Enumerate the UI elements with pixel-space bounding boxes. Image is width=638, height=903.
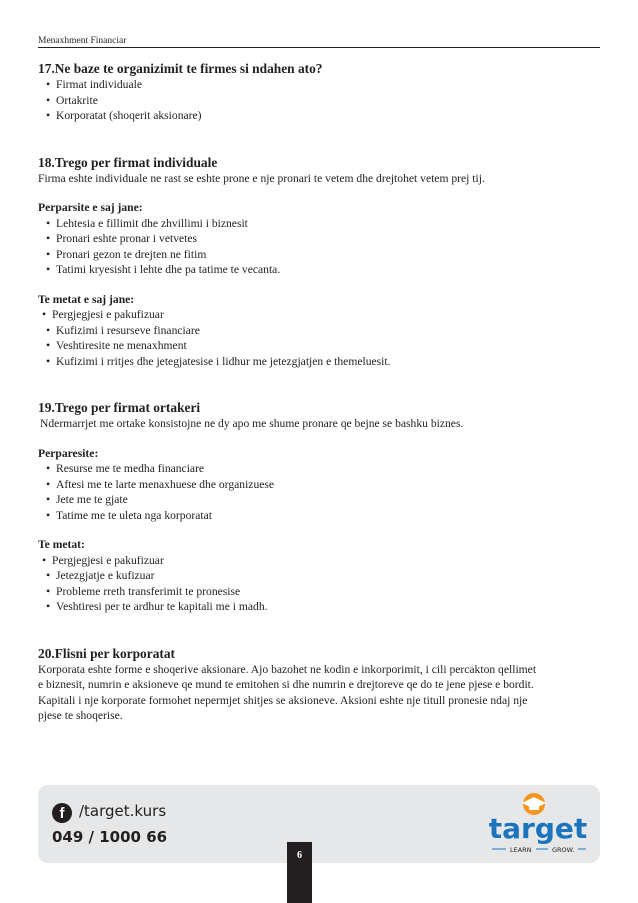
q19-disadvantages-list bbox=[38, 553, 600, 615]
list-item: • Veshtiresite ne menaxhment bbox=[46, 338, 187, 352]
list-item: • Ortakrite bbox=[46, 92, 98, 107]
list-item: • Jete me te gjate bbox=[46, 492, 128, 506]
list-item: • Tatimi kryesisht i lehte dhe pa tatime te vecanta. bbox=[46, 262, 281, 276]
list-item: • Firmat individuale bbox=[46, 77, 142, 91]
list-item: • Aftesi me te larte menaxhuese dhe organizuese bbox=[46, 476, 275, 491]
q18-disadvantages-title: Te metat e saj jane: bbox=[38, 292, 135, 306]
q20-title: 20.Flisni per korporatat bbox=[38, 645, 176, 661]
phone-number: 049 / 1000 66 bbox=[52, 828, 168, 846]
list-item: • Pergjegjesi e pakufizuar bbox=[42, 552, 164, 567]
logo-tagline-grow: GROW. bbox=[552, 846, 575, 854]
logo-tagline-learn: LEARN bbox=[510, 846, 532, 854]
list-item: • Tatime me te uleta nga korporatat bbox=[46, 507, 212, 522]
q20-line: e biznesit, numrin e aksioneve qe mund te emitohen si dhe numrin e drejtoreve qe do te jene pjese e bordit. bbox=[38, 678, 534, 691]
logo-word: target bbox=[488, 812, 588, 845]
list-item: • Kufizimi i resurseve financiare bbox=[46, 322, 200, 337]
list-item: • Probleme rreth transferimit te pronesise bbox=[46, 583, 241, 598]
q18-advantages-list bbox=[38, 216, 600, 278]
list-item: • Pergjegjesi e pakufizuar bbox=[42, 307, 164, 321]
q19-text: Ndermarrjet me ortake konsistojne ne dy apo me shume pronare qe bejne se bashku biznes. bbox=[40, 417, 464, 430]
q20-line: Kapitali i nje korporate formohet nepermjet shitjes se aksioneve. Aksioni eshte nje titull pronesie ndaj nje bbox=[38, 693, 528, 707]
list-item: • Kufizimi i rritjes dhe jetegjatesise i lidhur me jetezgjatjen e themeluesit. bbox=[46, 353, 391, 368]
page-content bbox=[38, 60, 600, 724]
page-number-tab bbox=[287, 842, 312, 903]
header-rule bbox=[38, 47, 600, 48]
list-item: • Jetezgjatje e kufizuar bbox=[46, 568, 155, 582]
footer-banner bbox=[38, 785, 600, 863]
q18-text: Firma eshte individuale ne rast se eshte prone e nje pronari te vetem dhe drejtohet vetem prej tij. bbox=[38, 171, 485, 185]
q17-list bbox=[38, 77, 600, 124]
q18-advantages-title: Perparsite e saj jane: bbox=[38, 201, 143, 214]
target-logo bbox=[486, 791, 590, 857]
q19-advantages-list bbox=[38, 461, 600, 523]
page-number: 6 bbox=[297, 850, 302, 861]
facebook-handle-link[interactable]: /target.kurs bbox=[79, 802, 167, 820]
page-header-title: Menaxhment Financiar bbox=[38, 36, 127, 46]
list-item: • Veshtiresi per te ardhur te kapitali me i madh. bbox=[46, 599, 268, 613]
q20-line: pjese te shoqerise. bbox=[38, 709, 123, 722]
q17-title: 17.Ne baze te organizimit te firmes si ndahen ato? bbox=[38, 61, 323, 76]
list-item: • Lehtesia e fillimit dhe zhvillimi i biznesit bbox=[46, 215, 248, 230]
list-item: • Pronari eshte pronar i vetvetes bbox=[46, 231, 198, 245]
list-item: • Resurse me te medha financiare bbox=[46, 461, 205, 475]
q19-title: 19.Trego per firmat ortakeri bbox=[38, 400, 201, 415]
q19-disadvantages-title: Te metat: bbox=[38, 538, 85, 551]
facebook-icon[interactable]: f bbox=[52, 803, 72, 823]
q20-line: Korporata eshte forme e shoqerive aksionare. Ajo bazohet ne kodin e inkorporimit, i cili percakton qellimet bbox=[38, 662, 537, 676]
q18-disadvantages-list bbox=[38, 307, 600, 369]
list-item: • Korporatat (shoqerit aksionare) bbox=[46, 108, 202, 122]
q18-title: 18.Trego per firmat individuale bbox=[38, 154, 218, 170]
list-item: • Pronari gezon te drejten ne fitim bbox=[46, 246, 207, 261]
q19-advantages-title: Perparesite: bbox=[38, 446, 99, 460]
